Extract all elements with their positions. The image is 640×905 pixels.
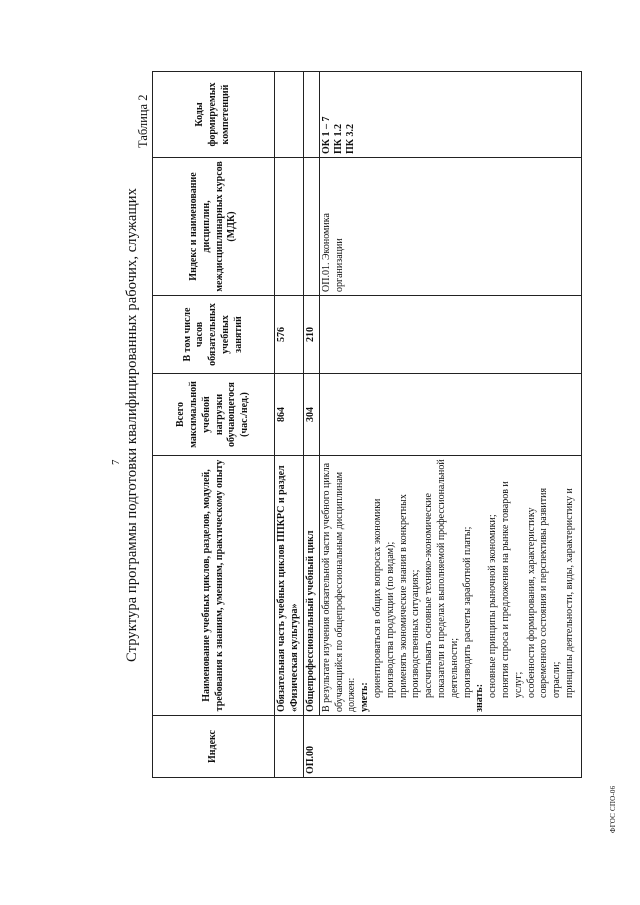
knowledge-item: понятия спроса и предложения на рынке товаров и услуг; xyxy=(499,481,524,698)
content-row xyxy=(319,72,581,778)
cycle-row xyxy=(304,72,320,778)
document-title: Структура программы подготовки квалифицированных рабочих, служащих xyxy=(124,188,140,662)
footer-code: ФГОС СПО-06 xyxy=(609,785,617,833)
program-structure-table xyxy=(152,71,582,778)
header-name: Наименование учебных циклов, разделов, модулей, требования к знаниям, умениям, практическому опыту xyxy=(153,456,275,716)
requirements-cell xyxy=(319,456,581,716)
competence-codes xyxy=(319,72,581,158)
cycle-max-load: 304 xyxy=(304,374,320,456)
competence-code: ПК 1.2 xyxy=(332,123,344,154)
header-mandatory: В том числе часов обязательных учебных занятий xyxy=(153,296,275,374)
skill-item: производить расчеты заработной платы; xyxy=(461,526,473,698)
table-header-row xyxy=(153,72,275,778)
cycle-codes-empty xyxy=(304,72,320,158)
summary-discipline-empty xyxy=(275,158,304,296)
discipline-name: ОП.01. Экономика организации xyxy=(319,158,581,296)
content-mandatory-empty xyxy=(319,296,581,374)
summary-name: Обязательная часть учебных циклов ППКРС и раздел «Физическая культура» xyxy=(275,456,304,716)
requirements-intro: В результате изучения обязательной части учебного цикла обучающийся по общепрофессиональным дисциплинам должен: xyxy=(320,462,358,712)
skills-label: уметь: xyxy=(359,682,371,712)
knowledge-item: основные принципы рыночной экономики; xyxy=(487,514,499,698)
knowledge-item: особенности формирования, характеристику современного состояния и перспективы развития отрасли; xyxy=(525,487,563,698)
header-codes: Коды формируемых компетенций xyxy=(153,72,275,158)
competence-code: ПК 3.2 xyxy=(344,123,356,154)
header-max-load: Всего максимальной учебной нагрузки обучающегося (час./нед.) xyxy=(153,374,275,456)
knowledge-item: принципы деятельности, виды, характеристику и xyxy=(563,488,575,698)
summary-mandatory: 576 xyxy=(275,296,304,374)
knowledge-label: знать: xyxy=(474,683,486,712)
summary-index xyxy=(275,716,304,778)
header-discipline: Индекс и наименование дисциплин, междисциплинарных курсов (МДК) xyxy=(153,158,275,296)
header-index: Индекс xyxy=(153,716,275,778)
cycle-mandatory: 210 xyxy=(304,296,320,374)
cycle-index: ОП.00 xyxy=(304,716,582,778)
content-max-load-empty xyxy=(319,374,581,456)
cycle-name: Общепрофессиональный учебный цикл xyxy=(304,456,320,716)
page-number: 7 xyxy=(110,459,122,465)
summary-max-load: 864 xyxy=(275,374,304,456)
table-caption: Таблица 2 xyxy=(136,94,150,148)
skill-item: применять экономические знания в конкретных производственных ситуациях; xyxy=(397,494,422,698)
competence-code: ОК 1 – 7 xyxy=(320,116,332,154)
cycle-discipline-empty xyxy=(304,158,320,296)
skill-item: ориентироваться в общих вопросах экономики производства продукции (по видам); xyxy=(371,498,396,698)
skill-item: рассчитывать основные технико-экономические показатели в пределах выполняемой профессиональной деятельности; xyxy=(423,459,460,698)
summary-row xyxy=(275,72,304,778)
summary-codes-empty xyxy=(275,72,304,158)
